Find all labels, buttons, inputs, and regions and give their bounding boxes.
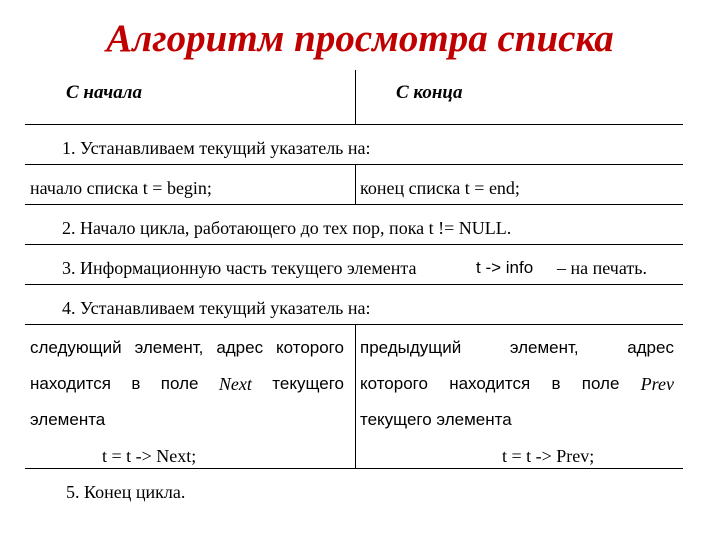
rule-2 xyxy=(25,164,683,165)
word: элемент, xyxy=(509,338,579,357)
step-4-left-code: t = t -> Next; xyxy=(102,446,197,466)
step-3-code: t -> info xyxy=(476,258,534,277)
column-divider-step-4 xyxy=(355,324,356,468)
field-name: Next xyxy=(218,374,252,394)
rule-5 xyxy=(25,284,683,285)
word: поле xyxy=(160,374,199,393)
word: которого xyxy=(276,338,344,357)
column-divider-step-1 xyxy=(355,164,356,204)
column-divider-top xyxy=(355,70,356,124)
step-1-right-text: конец списка t = end; xyxy=(360,178,520,198)
word: в xyxy=(131,374,141,393)
word: в xyxy=(551,374,561,393)
word: элемент, xyxy=(134,338,204,357)
right-column-header: С конца xyxy=(396,82,463,103)
step-1-left-text: начало списка t = begin; xyxy=(30,178,212,198)
step-5-text: 5. Конец цикла. xyxy=(66,482,186,502)
step-4-left-line-2 xyxy=(30,372,344,396)
word: находится xyxy=(30,374,111,393)
word: адрес xyxy=(627,338,674,357)
left-column-header: С начала xyxy=(66,82,142,103)
word: находится xyxy=(449,374,531,393)
word: следующий xyxy=(30,338,122,357)
rule-1 xyxy=(25,124,683,125)
rule-6 xyxy=(25,324,683,325)
slide-title: Алгоритм просмотра списка xyxy=(106,17,614,60)
step-4-right-line-1 xyxy=(360,336,674,360)
word: текущего xyxy=(272,374,344,393)
rule-7 xyxy=(25,468,683,469)
step-4-right-line-3: текущего элемента xyxy=(360,410,512,429)
word: которого xyxy=(360,374,428,393)
step-2-text: 2. Начало цикла, работающего до тех пор, пока t != NULL. xyxy=(62,218,512,238)
step-3-text: 3. Информационную часть текущего элемента xyxy=(62,258,417,278)
step-4-text: 4. Устанавливаем текущий указатель на: xyxy=(62,298,371,318)
step-3-tail: – на печать. xyxy=(557,258,647,278)
step-4-left-line-3: элемента xyxy=(30,410,106,429)
word: предыдущий xyxy=(360,338,462,357)
step-4-left-line-1 xyxy=(30,336,344,360)
step-1-text: 1. Устанавливаем текущий указатель на: xyxy=(62,138,371,158)
step-4-right-code: t = t -> Prev; xyxy=(502,446,595,466)
field-name: Prev xyxy=(640,374,674,394)
word: поле xyxy=(581,374,620,393)
rule-3 xyxy=(25,204,683,205)
step-4-right-line-2 xyxy=(360,372,674,396)
rule-4 xyxy=(25,244,683,245)
word: адрес xyxy=(216,338,264,357)
